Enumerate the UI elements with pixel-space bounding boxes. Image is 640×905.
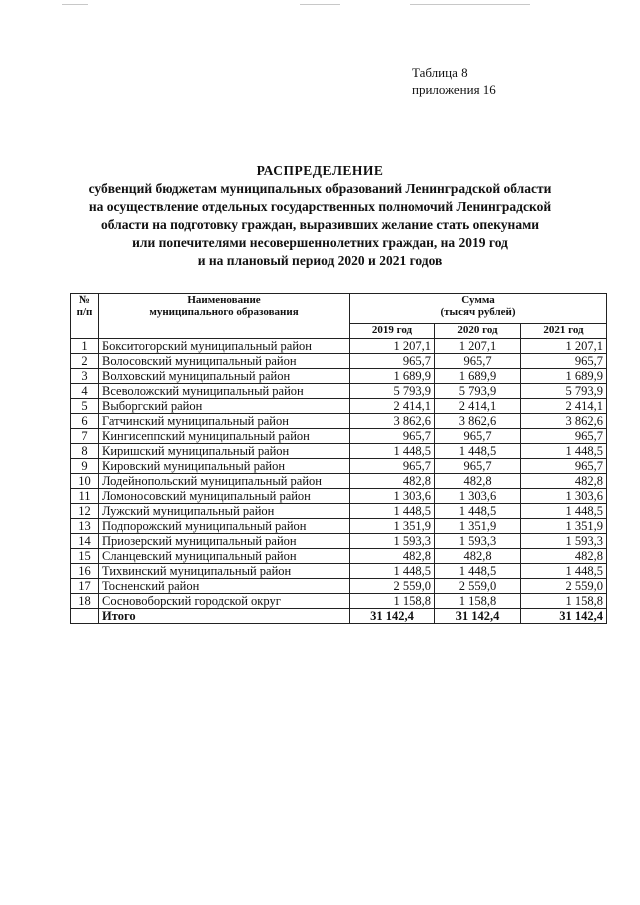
municipality-name: Приозерский муниципальный район (99, 534, 350, 549)
value-2021: 1 448,5 (521, 504, 607, 519)
row-number: 14 (71, 534, 99, 549)
value-2019: 1 158,8 (350, 594, 435, 609)
municipality-name: Киришский муниципальный район (99, 444, 350, 459)
value-2021: 1 351,9 (521, 519, 607, 534)
total-2019: 31 142,4 (350, 609, 435, 624)
value-2019: 1 689,9 (350, 369, 435, 384)
municipality-name: Волховский муниципальный район (99, 369, 350, 384)
table-row (71, 384, 607, 399)
municipality-name: Кингисеппский муниципальный район (99, 429, 350, 444)
total-2020: 31 142,4 (435, 609, 521, 624)
municipality-name: Выборгский район (99, 399, 350, 414)
table-row (71, 579, 607, 594)
municipality-name: Кировский муниципальный район (99, 459, 350, 474)
table-row (71, 549, 607, 564)
value-2020: 1 448,5 (435, 504, 521, 519)
subtitle-line: и на плановый период 2020 и 2021 годов (197, 253, 443, 268)
table-row (71, 594, 607, 609)
row-number: 3 (71, 369, 99, 384)
value-2019: 1 448,5 (350, 444, 435, 459)
value-2021: 965,7 (521, 459, 607, 474)
total-2021: 31 142,4 (521, 609, 607, 624)
value-2020: 1 351,9 (435, 519, 521, 534)
row-number: 13 (71, 519, 99, 534)
row-number: 7 (71, 429, 99, 444)
municipality-name: Лодейнопольский муниципальный район (99, 474, 350, 489)
row-number: 8 (71, 444, 99, 459)
row-number: 11 (71, 489, 99, 504)
main-title: РАСПРЕДЕЛЕНИЕ (256, 163, 384, 178)
subtitle-line: на осуществление отдельных государственных полномочий Ленинградской (88, 199, 552, 214)
row-number: 1 (71, 339, 99, 354)
value-2019: 2 559,0 (350, 579, 435, 594)
municipality-name: Подпорожский муниципальный район (99, 519, 350, 534)
row-number: 9 (71, 459, 99, 474)
row-number: 4 (71, 384, 99, 399)
value-2021: 1 158,8 (521, 594, 607, 609)
value-2021: 1 448,5 (521, 444, 607, 459)
value-2021: 1 303,6 (521, 489, 607, 504)
value-2019: 965,7 (350, 354, 435, 369)
document-heading (60, 162, 580, 270)
value-2021: 965,7 (521, 429, 607, 444)
value-2021: 482,8 (521, 474, 607, 489)
table-row (71, 489, 607, 504)
table-row (71, 414, 607, 429)
value-2020: 2 559,0 (435, 579, 521, 594)
value-2020: 965,7 (435, 354, 521, 369)
column-header-year: 2019 год (350, 324, 435, 339)
value-2020: 965,7 (435, 459, 521, 474)
table-row (71, 564, 607, 579)
table-row (71, 339, 607, 354)
scan-artifact (300, 4, 340, 5)
municipality-name: Лужский муниципальный район (99, 504, 350, 519)
row-number: 18 (71, 594, 99, 609)
column-header-sum-text: Сумма (тысяч рублей) (440, 294, 516, 318)
table-reference (412, 64, 496, 98)
column-header-name-text: Наименование муниципального образования (149, 294, 299, 318)
value-2021: 1 593,3 (521, 534, 607, 549)
value-2019: 2 414,1 (350, 399, 435, 414)
value-2021: 1 207,1 (521, 339, 607, 354)
value-2020: 482,8 (435, 474, 521, 489)
column-header-year: 2020 год (435, 324, 521, 339)
municipality-name: Тихвинский муниципальный район (99, 564, 350, 579)
value-2019: 482,8 (350, 474, 435, 489)
municipality-name: Ломоносовский муниципальный район (99, 489, 350, 504)
table-row (71, 429, 607, 444)
value-2020: 2 414,1 (435, 399, 521, 414)
table-row (71, 519, 607, 534)
value-2020: 1 303,6 (435, 489, 521, 504)
table-row (71, 504, 607, 519)
table-row (71, 534, 607, 549)
value-2019: 1 448,5 (350, 504, 435, 519)
total-row (71, 609, 607, 624)
value-2019: 965,7 (350, 459, 435, 474)
municipality-name: Гатчинский муниципальный район (99, 414, 350, 429)
subtitle-line: области на подготовку граждан, выразивших желание стать опекунами (100, 217, 540, 232)
value-2020: 965,7 (435, 429, 521, 444)
appendix-reference: приложения 16 (412, 82, 496, 97)
table-row (71, 459, 607, 474)
row-number: 15 (71, 549, 99, 564)
table-number: Таблица 8 (412, 65, 468, 80)
distribution-table (70, 293, 607, 624)
column-header-number (71, 294, 99, 339)
value-2020: 1 593,3 (435, 534, 521, 549)
total-number-cell (71, 609, 99, 624)
value-2021: 3 862,6 (521, 414, 607, 429)
municipality-name: Сосновоборский городской округ (99, 594, 350, 609)
value-2020: 5 793,9 (435, 384, 521, 399)
row-number: 12 (71, 504, 99, 519)
value-2020: 3 862,6 (435, 414, 521, 429)
subtitle-line: субвенций бюджетам муниципальных образований Ленинградской области (88, 181, 552, 196)
column-header-year: 2021 год (521, 324, 607, 339)
municipality-name: Всеволожский муниципальный район (99, 384, 350, 399)
table-row (71, 444, 607, 459)
value-2021: 482,8 (521, 549, 607, 564)
value-2021: 1 689,9 (521, 369, 607, 384)
value-2019: 1 351,9 (350, 519, 435, 534)
scan-artifact (410, 4, 530, 5)
value-2019: 1 593,3 (350, 534, 435, 549)
column-header-name (99, 294, 350, 339)
value-2019: 482,8 (350, 549, 435, 564)
column-header-sum (350, 294, 607, 324)
municipality-name: Сланцевский муниципальный район (99, 549, 350, 564)
value-2021: 965,7 (521, 354, 607, 369)
value-2020: 482,8 (435, 549, 521, 564)
row-number: 2 (71, 354, 99, 369)
subtitle-line: или попечителями несовершеннолетних граждан, на 2019 год (132, 235, 508, 250)
value-2021: 1 448,5 (521, 564, 607, 579)
total-label: Итого (99, 609, 350, 624)
table-row (71, 474, 607, 489)
value-2019: 1 448,5 (350, 564, 435, 579)
value-2019: 1 303,6 (350, 489, 435, 504)
scan-artifact (62, 4, 88, 5)
row-number: 16 (71, 564, 99, 579)
municipality-name: Бокситогорский муниципальный район (99, 339, 350, 354)
row-number: 6 (71, 414, 99, 429)
value-2020: 1 448,5 (435, 444, 521, 459)
table-row (71, 354, 607, 369)
value-2019: 965,7 (350, 429, 435, 444)
value-2019: 1 207,1 (350, 339, 435, 354)
value-2020: 1 689,9 (435, 369, 521, 384)
value-2020: 1 207,1 (435, 339, 521, 354)
row-number: 10 (71, 474, 99, 489)
value-2021: 5 793,9 (521, 384, 607, 399)
value-2019: 5 793,9 (350, 384, 435, 399)
value-2020: 1 448,5 (435, 564, 521, 579)
row-number: 5 (71, 399, 99, 414)
value-2021: 2 559,0 (521, 579, 607, 594)
municipality-name: Волосовский муниципальный район (99, 354, 350, 369)
table-row (71, 399, 607, 414)
municipality-name: Тосненский район (99, 579, 350, 594)
value-2021: 2 414,1 (521, 399, 607, 414)
table-row (71, 369, 607, 384)
column-header-number-text: № п/п (76, 294, 93, 318)
value-2020: 1 158,8 (435, 594, 521, 609)
row-number: 17 (71, 579, 99, 594)
value-2019: 3 862,6 (350, 414, 435, 429)
